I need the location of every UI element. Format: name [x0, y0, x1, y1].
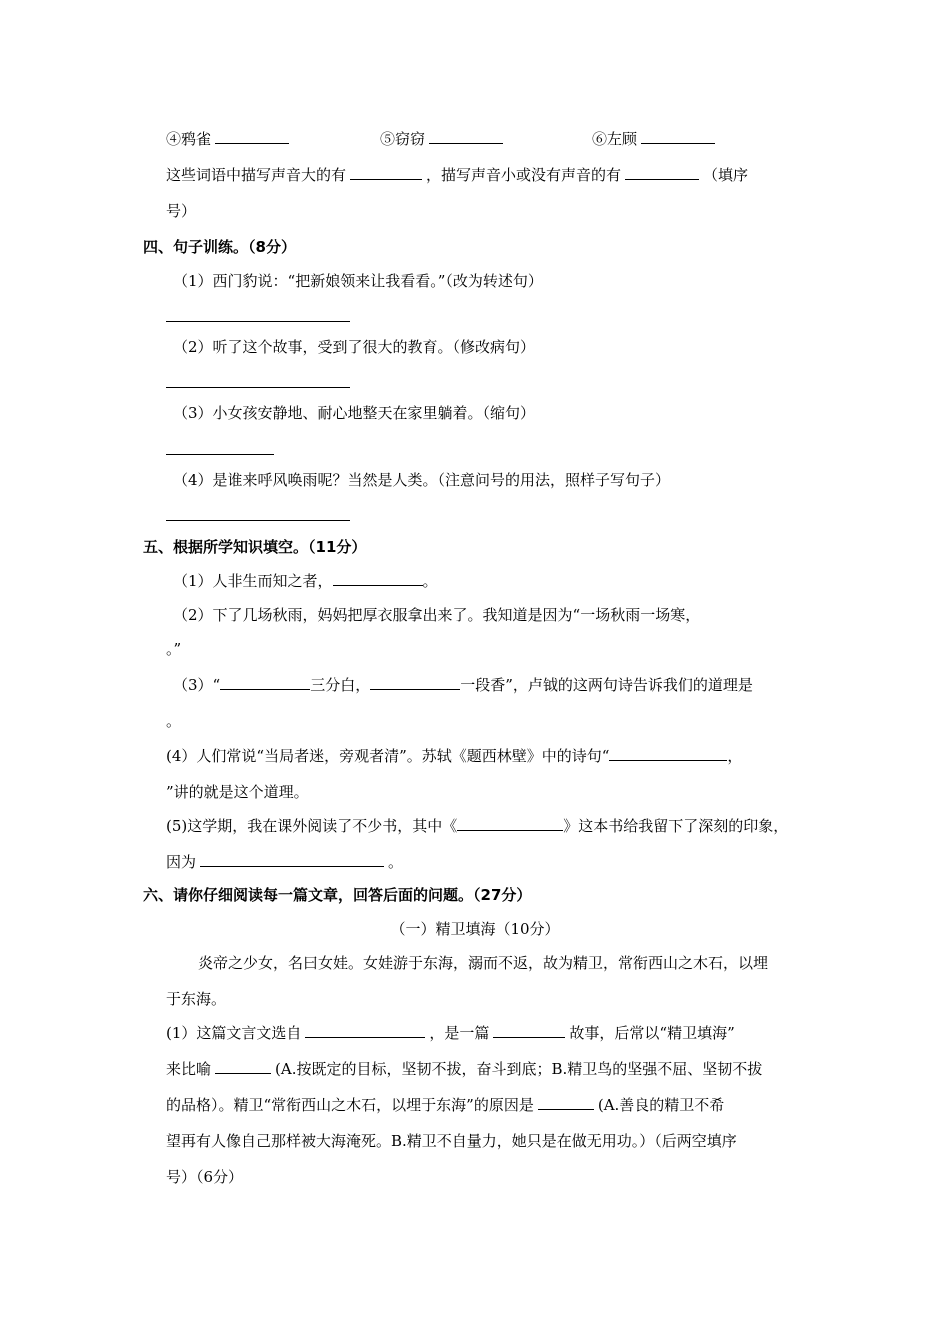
q6-text-3b: (A.善良的精卫不希 — [597, 1096, 725, 1114]
q6-text-3a: 的品格）。精卫“常衔西山之木石，以埋于东海”的原因是 — [166, 1096, 534, 1114]
q6-item-1-line-1 — [166, 1022, 735, 1044]
q5-item-5-reason — [166, 851, 403, 873]
q5-book-title-blank[interactable] — [457, 816, 563, 831]
q6-text-4: 望再有人像自己那样被大海淹死。B.精卫不自量力，她只是在做无用功。）（后两空填序 — [166, 1132, 737, 1150]
q6-text-1a: (1）这篇文言文选自 — [166, 1024, 302, 1042]
q5-item-3-blank-1[interactable] — [220, 675, 310, 690]
q6-text-2a: 来比喻 — [166, 1060, 212, 1078]
q5-reason-end: 。 — [388, 853, 404, 871]
word-4-blank[interactable] — [215, 129, 289, 144]
q6-text-1c: 故事，后常以“精卫填海” — [569, 1024, 735, 1042]
q6-metaphor-blank[interactable] — [215, 1059, 271, 1074]
q6-text-5: 号）（6分） — [166, 1168, 244, 1186]
q5-item-3-open: （3）“ — [173, 676, 221, 694]
q5-item-3-blank-2[interactable] — [370, 675, 460, 690]
quiet-words-blank[interactable] — [625, 165, 699, 180]
passage-text-2: 于东海。 — [166, 990, 227, 1008]
passage-text-1: 炎帝之少女，名曰女娃。女娃游于东海，溺而不返，故为精卫，常衔西山之木石，以埋 — [198, 954, 769, 972]
q5-item-4-comma: ， — [727, 747, 743, 765]
classify-text-a: 这些词语中描写声音大的有 — [166, 166, 347, 184]
word-5-blank[interactable] — [429, 129, 503, 144]
q6-reason-blank[interactable] — [538, 1095, 594, 1110]
q5-item-4-text: (4）人们常说“当局者迷，旁观者清”。苏轼《题西林壁》中的诗句“ — [166, 747, 610, 765]
classify-text-c: （填序 — [703, 166, 749, 184]
q5-reason-blank[interactable] — [200, 852, 384, 867]
q5-item-4-end: ”讲的就是这个道理。 — [166, 783, 309, 801]
q5-item-1-blank[interactable] — [333, 571, 423, 586]
q5-item-1-end: 。 — [422, 572, 438, 590]
q4-answer-line-4[interactable] — [166, 520, 350, 521]
q6-story-type-blank[interactable] — [493, 1023, 565, 1038]
word-label-5: ⑤窃窃 — [380, 130, 426, 148]
classify-text-d: 号） — [166, 202, 197, 220]
q5-item-3-end: 。 — [166, 712, 182, 730]
q4-answer-line-1[interactable] — [166, 321, 350, 322]
q4-item-4: （4）是谁来呼风唤雨呢？当然是人类。（注意问号的用法，照样子写句子） — [173, 471, 671, 489]
q5-item-4 — [166, 745, 742, 767]
q5-item-3-mid: 三分白， — [310, 676, 371, 694]
q5-item-5-text: (5)这学期，我在课外阅读了不少书，其中《 — [166, 817, 458, 835]
passage-1-title: （一）精卫填海（10分） — [390, 920, 560, 938]
q5-item-2: （2）下了几场秋雨，妈妈把厚衣服拿出来了。我知道是因为“一场秋雨一场寒， — [173, 606, 701, 624]
q6-source-blank[interactable] — [305, 1023, 425, 1038]
q5-item-3 — [173, 674, 753, 696]
section-4-title: 四、句子训练。（8分） — [143, 238, 296, 256]
q5-reason-label: 因为 — [166, 853, 197, 871]
word-item-4 — [166, 128, 293, 150]
q5-item-5 — [166, 815, 788, 837]
q5-item-5-text-b: 》这本书给我留下了深刻的印象， — [563, 817, 789, 835]
q5-item-2-end: 。” — [166, 640, 182, 658]
classify-text-b: ，描写声音小或没有声音的有 — [426, 166, 622, 184]
word-item-6 — [592, 128, 719, 150]
q6-item-1-line-2 — [166, 1058, 762, 1080]
loud-words-blank[interactable] — [350, 165, 422, 180]
q5-item-1 — [173, 570, 438, 592]
q6-text-2b: (A.按既定的目标，坚韧不拔，奋斗到底；B.精卫鸟的坚强不屈、坚韧不拔 — [275, 1060, 763, 1078]
q4-answer-line-2[interactable] — [166, 387, 350, 388]
word-label-6: ⑥左顾 — [592, 130, 638, 148]
section-6-title: 六、请你仔细阅读每一篇文章，回答后面的问题。（27分） — [143, 886, 532, 904]
q4-item-3: （3）小女孩安静地、耐心地整天在家里躺着。（缩句） — [173, 404, 536, 422]
q6-text-1b: ，是一篇 — [429, 1024, 490, 1042]
q5-item-1-text: （1）人非生而知之者， — [173, 572, 333, 590]
q4-answer-line-3[interactable] — [166, 454, 274, 455]
word-classify-line — [166, 164, 748, 186]
q6-item-1-line-3 — [166, 1094, 724, 1116]
word-6-blank[interactable] — [641, 129, 715, 144]
q5-item-4-blank[interactable] — [609, 746, 727, 761]
q4-item-2: （2）听了这个故事，受到了很大的教育。（修改病句） — [173, 338, 536, 356]
q4-item-1: （1）西门豹说：“把新娘领来让我看看。”（改为转述句） — [173, 272, 543, 290]
section-5-title: 五、根据所学知识填空。（11分） — [143, 538, 367, 556]
q5-item-3-text: 一段香”，卢钺的这两句诗告诉我们的道理是 — [460, 676, 753, 694]
word-label-4: ④鸦雀 — [166, 130, 212, 148]
word-item-5 — [380, 128, 507, 150]
